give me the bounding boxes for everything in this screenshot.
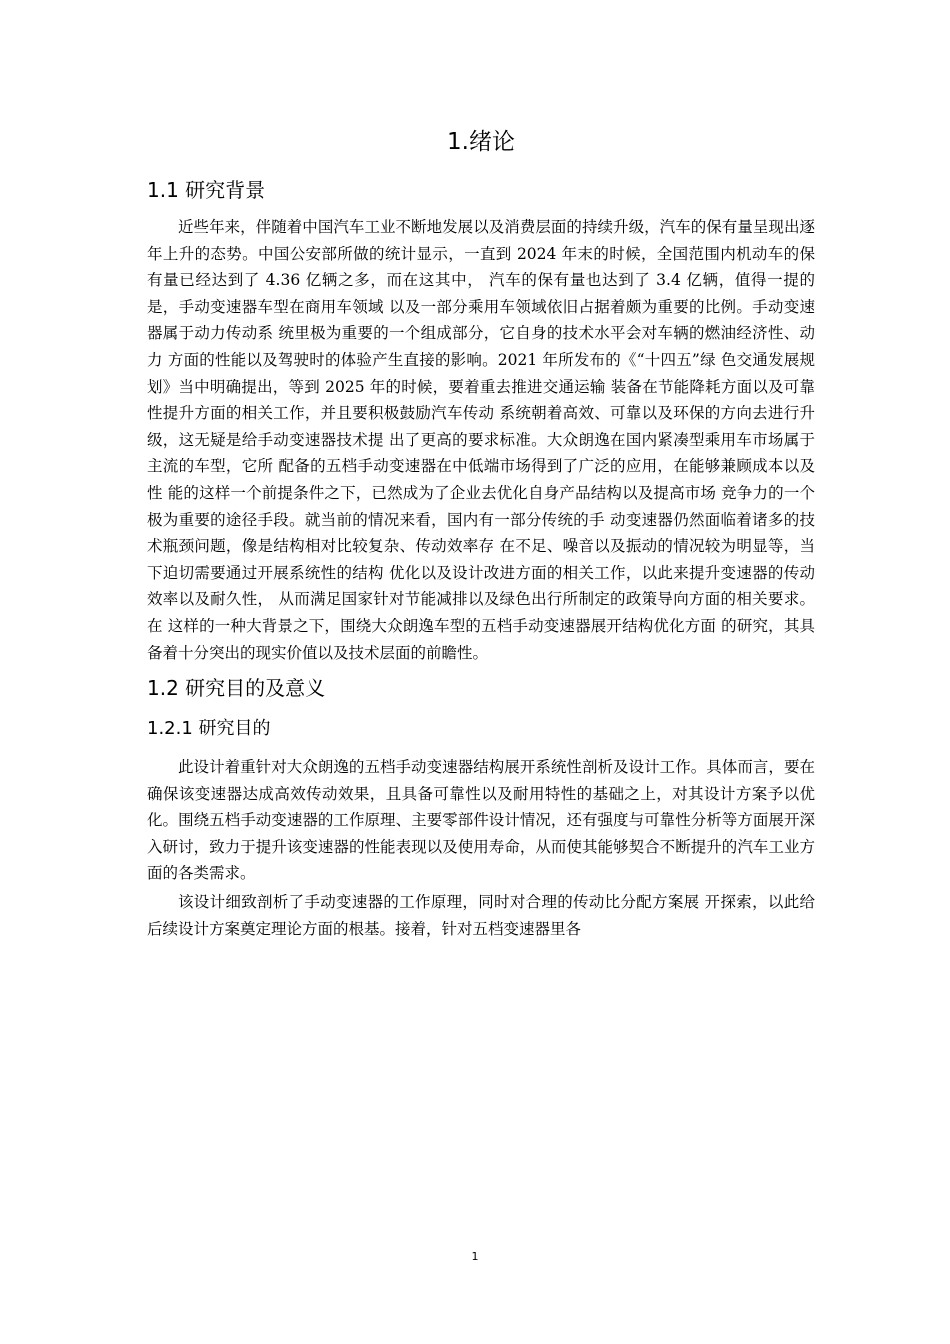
section-heading-research-background: 1.1 研究背景 xyxy=(147,178,266,202)
chapter-title: 1.绪论 xyxy=(447,129,515,155)
section-heading-purpose-significance: 1.2 研究目的及意义 xyxy=(147,676,326,701)
paragraph-research-purpose-2: 该设计细致剖析了手动变速器的工作原理，同时对合理的传动比分配方案展 开探索，以此给后续设计方案奠定理论方面的根基。接着，针对五档变速器里各 xyxy=(147,893,815,938)
paragraph-research-purpose-1: 此设计着重针对大众朗逸的五档手动变速器结构展开系统性剖析及设计工作。具体而言，要在确保该变速器达成高效传动效果，且具备可靠性以及耐用特性的基础之上，对其设计方案予以优化。围绕五档手动变速器的工作原理、主要零部件设计情况，还有强度与可靠性分析等方面展开深入研讨，致力于提升该变速器的性能表现以及使用寿命，从而使其能够契合不断提升的汽车工业方面的各类需求。 xyxy=(147,758,815,883)
subsection-heading-research-purpose: 1.2.1 研究目的 xyxy=(147,718,271,740)
paragraph-research-background: 近些年来，伴随着中国汽车工业不断地发展以及消费层面的持续升级，汽车的保有量呈现出逐年上升的态势。中国公安部所做的统计显示，一直到 2024 年末的时候，全国范围内机动车的保有量已经达到了 4.36 亿辆之多，而在这其中， 汽车的保有量也达到了 3.4 亿辆，值得一提的是，手动变速器车型在商用车领域 以及一部分乘用车领域依旧占据着颇为重要的比例。手动变速器属于动力传动系 统里极为重要的一个组成部分，它自身的技术水平会对车辆的燃油经济性、动力 方面的性能以及驾驶时的体验产生直接的影响。2021 年所发布的《“十四五”绿 色交通发展规划》当中明确提出，等到 2025 年的时候，要着重去推进交通运输 装备在节能降耗方面以及可靠性提升方面的相关工作，并且要积极鼓励汽车传动 系统朝着高效、可靠以及环保的方向去进行升级，这无疑是给手动变速器技术提 出了更高的要求标准。大众朗逸在国内紧凑型乘用车市场属于主流的车型，它所 配备的五档手动变速器在中低端市场得到了广泛的应用，在能够兼顾成本以及性 能的这样一个前提条件之下，已然成为了企业去优化自身产品结构以及提高市场 竞争力的一个极为重要的途径手段。就当前的情况来看，国内有一部分传统的手 动变速器仍然面临着诸多的技术瓶颈问题，像是结构相对比较复杂、传动效率存 在不足、噪音以及振动的情况较为明显等，当下迫切需要通过开展系统性的结构 优化以及设计改进方面的相关工作，以此来提升变速器的传动效率以及耐久性， 从而满足国家针对节能减排以及绿色出行所制定的政策导向方面的相关要求。在 这样的一种大背景之下，围绕大众朗逸车型的五档手动变速器展开结构优化方面 的研究，其具备着十分突出的现实价值以及技术层面的前瞻性。 xyxy=(147,218,815,662)
page-content xyxy=(147,120,815,942)
page-number: 1 xyxy=(471,1250,479,1263)
